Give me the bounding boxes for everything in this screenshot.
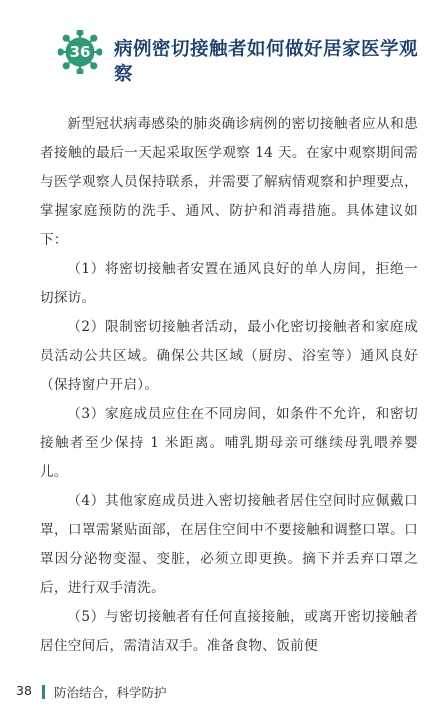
footer-caption: 防治结合，科学防护 [54, 685, 167, 700]
section-title: 病例密切接触者如何做好居家医学观察 [114, 39, 419, 85]
section-header [58, 28, 428, 90]
body-text [40, 110, 418, 661]
advice-item-5: （5）与密切接触者有任何直接接触，或离开密切接触者居住空间后，需清洁双手。准备食物、饭前便 [40, 609, 418, 654]
footer-divider [42, 685, 45, 699]
section-number: 36 [69, 43, 91, 61]
advice-item-3: （3）家庭成员应住在不同房间，如条件不允许，和密切接触者至少保持 1 米距离。哺乳期母亲可继续母乳喂养婴儿。 [40, 406, 418, 480]
intro-paragraph: 新型冠状病毒感染的肺炎确诊病例的密切接触者应从和患者接触的最后一天起采取医学观察 14 天。在家中观察期间需与医学观察人员保持联系，并需要了解病情观察和护理要点，掌握家庭预防的洗手、通风、防护和消毒措施。具体建议如下： [40, 116, 418, 248]
advice-item-1: （1）将密切接触者安置在通风良好的单人房间，拒绝一切探访。 [40, 261, 418, 306]
page-number: 38 [16, 683, 32, 698]
advice-item-4: （4）其他家庭成员进入密切接触者居住空间时应佩戴口罩，口罩需紧贴面部，在居住空间中不要接触和调整口罩。口罩因分泌物变湿、变脏，必须立即更换。摘下并丢弃口罩之后，进行双手清洗。 [40, 493, 418, 596]
advice-item-2: （2）限制密切接触者活动，最小化密切接触者和家庭成员活动公共区域。确保公共区域（厨房、浴室等）通风良好（保持窗户开启）。 [40, 319, 418, 393]
